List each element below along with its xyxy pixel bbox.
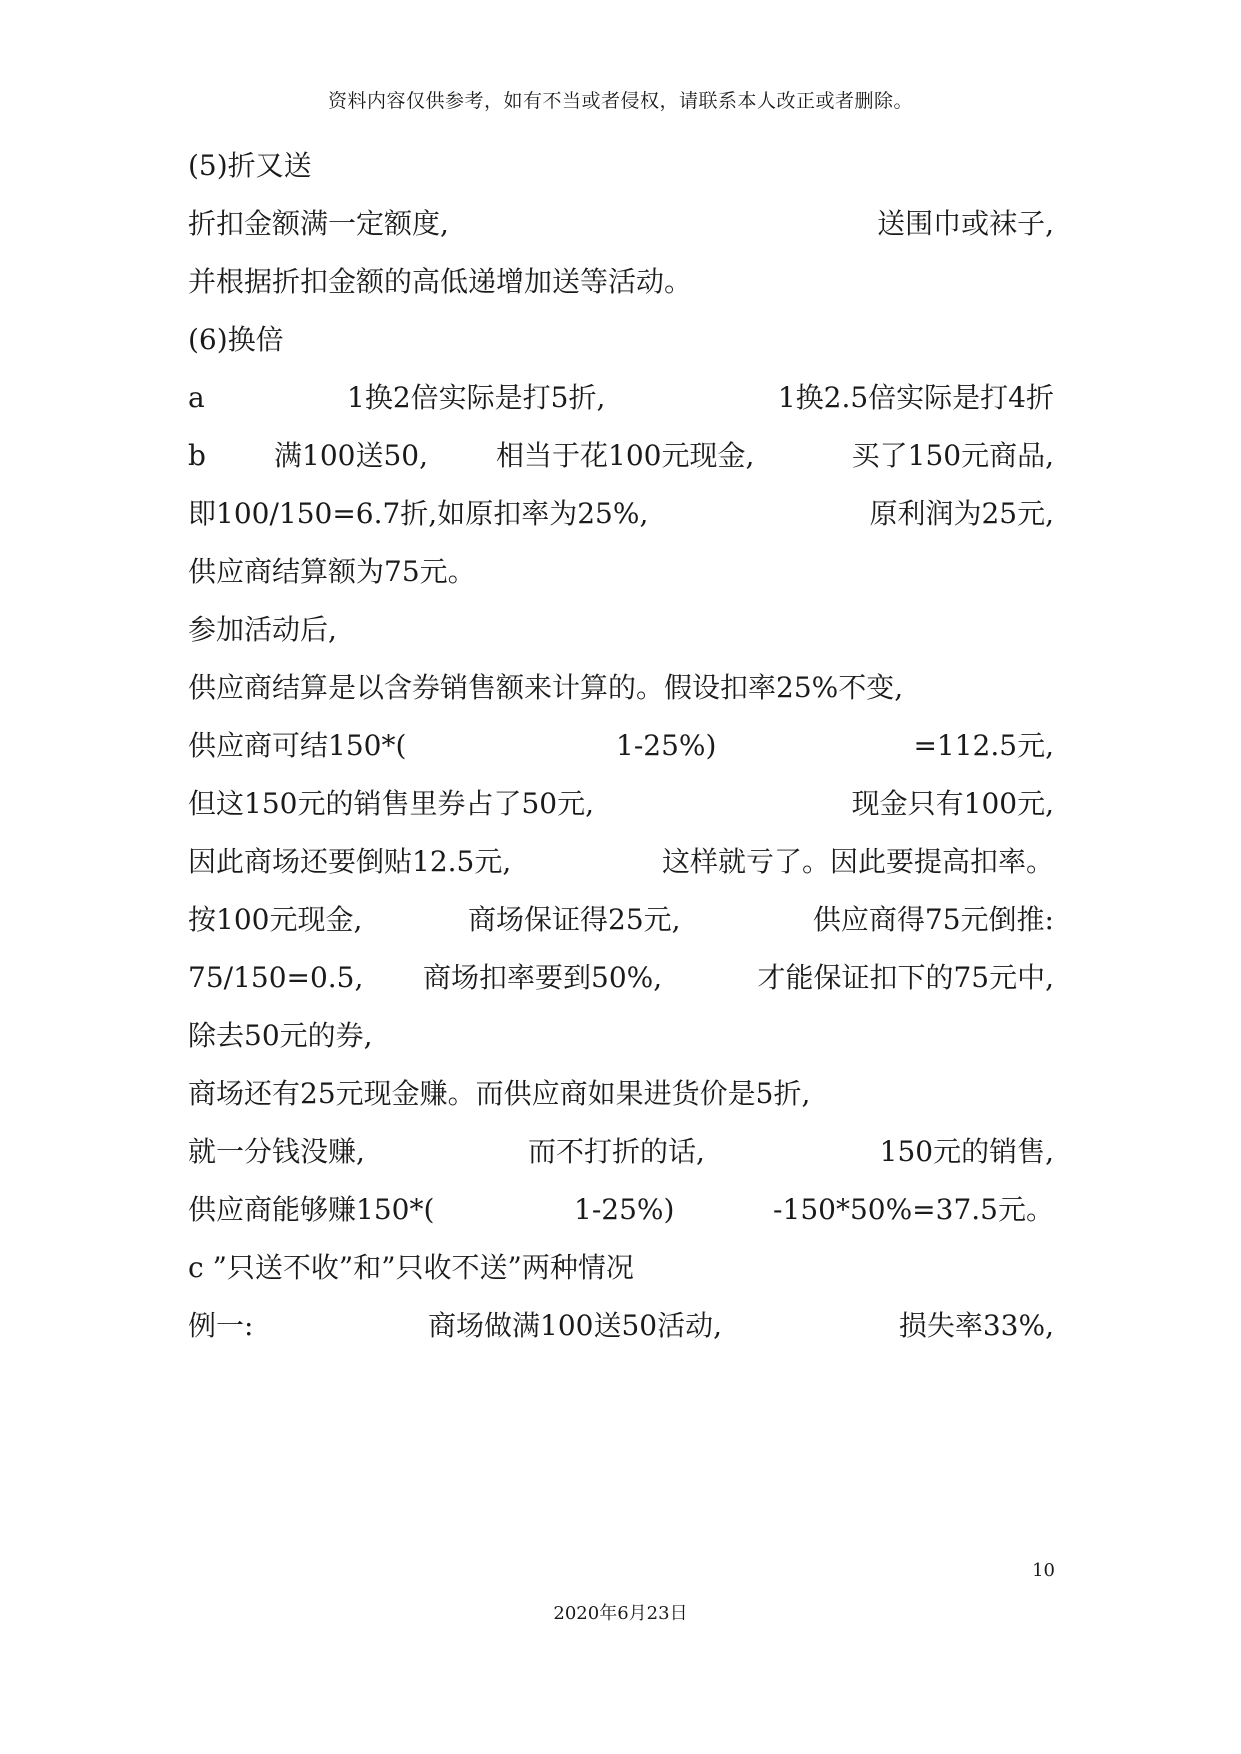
line-segment: (5)折又送	[188, 149, 312, 182]
body-line	[188, 784, 1054, 824]
line-segment: b	[188, 439, 206, 472]
line-segment: 才能保证扣下的75元中,	[757, 961, 1054, 994]
line-segment: 即100/150=6.7折,如原扣率为25%,	[188, 497, 649, 530]
body-line	[188, 726, 1054, 766]
line-segment: 供应商可结150*(	[188, 729, 407, 762]
line-segment: 例一:	[188, 1309, 254, 1342]
line-segment: 商场扣率要到50%,	[423, 961, 663, 994]
body-line	[188, 436, 1054, 476]
body-line	[188, 320, 1054, 360]
line-segment: 1-25%)	[574, 1193, 675, 1226]
body-line	[188, 958, 1054, 998]
line-segment: 供应商结算是以含券销售额来计算的。假设扣率25%不变,	[188, 671, 904, 704]
line-segment: 现金只有100元,	[851, 787, 1054, 820]
line-segment: 供应商能够赚150*(	[188, 1193, 435, 1226]
line-segment: (6)换倍	[188, 323, 284, 356]
body-line	[188, 1016, 1054, 1056]
line-segment: 供应商得75元倒推:	[812, 903, 1054, 936]
body-line	[188, 1190, 1054, 1230]
body-line	[188, 494, 1054, 534]
line-segment: 原利润为25元,	[869, 497, 1054, 530]
body-line	[188, 610, 1054, 650]
body-line	[188, 552, 1054, 592]
line-segment: a	[188, 381, 205, 414]
line-segment: 1换2.5倍实际是打4折	[777, 381, 1054, 414]
body-line	[188, 1132, 1054, 1172]
body-line	[188, 378, 1054, 418]
line-segment: 这样就亏了。因此要提高扣率。	[661, 845, 1054, 878]
body-line	[188, 204, 1054, 244]
page-header-disclaimer: 资料内容仅供参考，如有不当或者侵权，请联系本人改正或者删除。	[327, 90, 913, 112]
line-segment: 除去50元的券,	[188, 1019, 373, 1052]
line-segment: 商场保证得25元,	[468, 903, 681, 936]
line-segment: 但这150元的销售里券占了50元,	[188, 787, 594, 820]
line-segment: 就一分钱没赚,	[188, 1135, 365, 1168]
line-segment: 150元的销售,	[879, 1135, 1054, 1168]
page-number: 10	[1032, 1560, 1055, 1581]
line-segment: 折扣金额满一定额度,	[188, 207, 449, 240]
line-segment: 商场还有25元现金赚。而供应商如果进货价是5折,	[188, 1077, 811, 1110]
body-line	[188, 1306, 1054, 1346]
line-segment: 1-25%)	[616, 729, 717, 762]
body-line	[188, 1248, 1054, 1288]
body-line	[188, 262, 1054, 302]
line-segment: 买了150元商品,	[851, 439, 1054, 472]
body-line	[188, 1074, 1054, 1114]
line-segment: 而不打折的话,	[528, 1135, 705, 1168]
line-segment: 1换2倍实际是打5折,	[347, 381, 606, 414]
line-segment: 供应商结算额为75元。	[188, 555, 476, 588]
line-segment: =112.5元,	[913, 729, 1054, 762]
line-segment: 损失率33%,	[898, 1309, 1054, 1342]
line-segment: 满100送50,	[274, 439, 428, 472]
line-segment: 按100元现金,	[188, 903, 363, 936]
body-line	[188, 146, 1054, 186]
line-segment: 商场做满100送50活动,	[428, 1309, 722, 1342]
body-line	[188, 668, 1054, 708]
line-segment: 参加活动后,	[188, 613, 337, 646]
body-line	[188, 842, 1054, 882]
line-segment: 送围巾或袜子,	[877, 207, 1054, 240]
line-segment: 因此商场还要倒贴12.5元,	[188, 845, 512, 878]
body-line	[188, 900, 1054, 940]
line-segment: c ”只送不收”和”只收不送”两种情况	[188, 1251, 634, 1284]
line-segment: 并根据折扣金额的高低递增加送等活动。	[188, 265, 693, 298]
footer-date: 2020年6月23日	[553, 1603, 688, 1624]
line-segment: 相当于花100元现金,	[496, 439, 755, 472]
line-segment: 75/150=0.5,	[188, 961, 364, 994]
line-segment: -150*50%=37.5元。	[773, 1193, 1054, 1226]
